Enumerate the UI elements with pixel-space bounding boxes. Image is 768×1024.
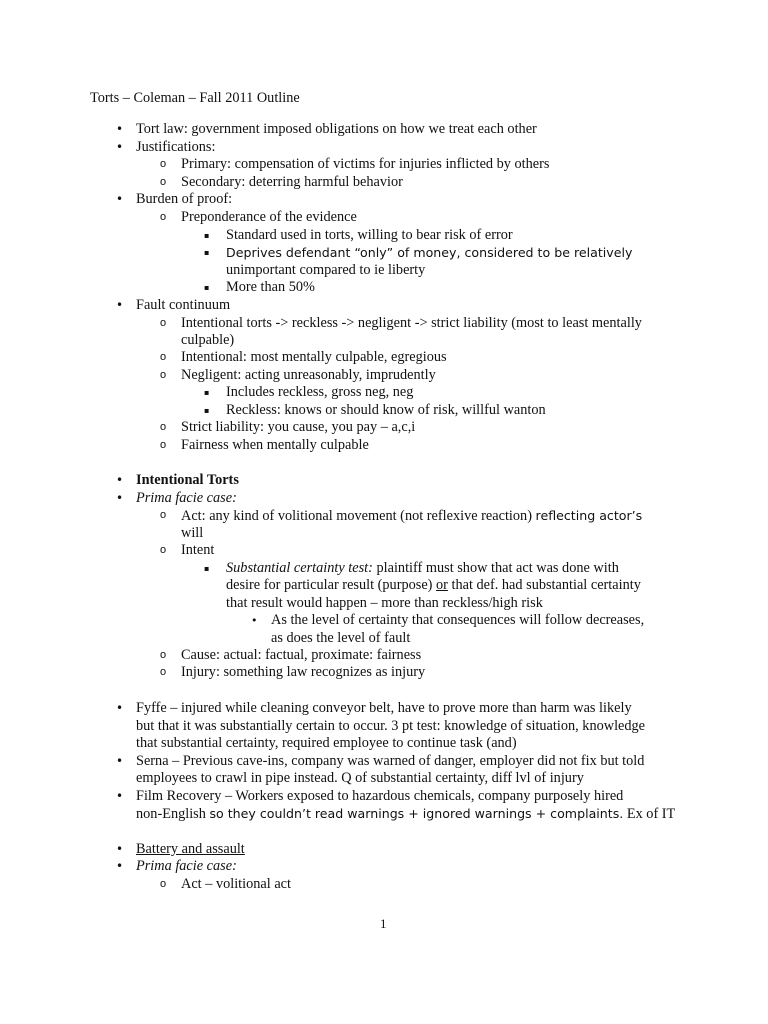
circle-bullet-icon: o	[160, 509, 167, 521]
bullet-icon: •	[116, 789, 124, 803]
circle-bullet-icon: o	[160, 666, 167, 678]
section-heading: Intentional Torts	[136, 472, 239, 488]
bullet-icon: •	[116, 842, 124, 856]
square-bullet-icon: ▪	[204, 388, 210, 397]
circle-bullet-icon: o	[160, 211, 167, 223]
document-page: Torts – Coleman – Fall 2011 Outline • Tort law: government imposed obligations on how we treat each other • Justifications: o Primary: compensation of victims for injuries inflicted by others o Secondary: deterring harmful behavior • Burden of proof: o Preponderance of the evidence ▪ Standard used in torts, willing to bear risk of error ▪ Deprives defendant “only” of money, considered to be relatively unimportant compared to ie liberty ▪ More than 50% • Fault continuum o Intentional torts -> reckless -> negligent -> strict liability (most to least mentally culpable) o Intentional: most mentally culpable, egregious o Negligent: acting unreasonably, imprudently ▪ Includes reckless, gross neg, neg ▪ Reckless: knows or should know of risk, willful wanton o Strict liability: you cause, you pay – a,c,i o Fairness when mentally culpable • Intentional Torts • Prima facie case: o Act: any kind of volitional movement (not reflexive reaction) reflecting actor’s will o Intent ▪ Substantial certainty test: plaintiff must show that act was done with desire for particular result (purpose) or that def. had substantial certainty that result would happen – more than reckless/high risk • As the level of certainty that consequences will follow decreases, as does the level of fault o Cause: actual: factual, proximate: fairness o Injury: something law recognizes as injury • Fyffe – injured while cleaning conveyor belt, have to prove more than harm was likely but that it was substantially certain to occur. 3 pt test: knowledge of situation, knowledge that substantial certainty, required employee to continue task (and) • Serna – Previous cave-ins, company was warned of danger, employer did not fix but told employees to crawl in pipe instead. Q of substantial certainty, diff lvl of injury • Film Recovery – Workers exposed to hazardous chemicals, company purposely hired non-English so they couldn’t read warnings + ignored warnings + complaints. Ex of IT • Battery and assault • Prima facie case: o Act – volitional act 1	[90, 90, 676, 931]
bullet-icon: •	[251, 614, 258, 627]
bullet-icon: •	[116, 473, 124, 487]
circle-bullet-icon: o	[160, 176, 167, 188]
square-bullet-icon: ▪	[204, 283, 210, 292]
circle-bullet-icon: o	[160, 369, 167, 381]
circle-bullet-icon: o	[160, 544, 167, 556]
bullet-icon: •	[116, 859, 124, 873]
page-number: 1	[380, 916, 387, 931]
circle-bullet-icon: o	[160, 439, 167, 451]
bullet-icon: •	[116, 754, 124, 768]
square-bullet-icon: ▪	[204, 231, 210, 240]
circle-bullet-icon: o	[160, 878, 167, 890]
bullet-icon: •	[116, 701, 124, 715]
circle-bullet-icon: o	[160, 351, 167, 363]
square-bullet-icon: ▪	[204, 406, 210, 415]
bullet-icon: •	[116, 140, 124, 154]
bullet-icon: •	[116, 122, 124, 136]
square-bullet-icon: ▪	[204, 248, 210, 257]
bullet-icon: •	[116, 192, 124, 206]
circle-bullet-icon: o	[160, 158, 167, 170]
circle-bullet-icon: o	[160, 421, 167, 433]
bullet-icon: •	[116, 298, 124, 312]
bullet-icon: •	[116, 491, 124, 505]
section-heading: Battery and assault	[136, 841, 245, 857]
square-bullet-icon: ▪	[204, 564, 210, 573]
circle-bullet-icon: o	[160, 649, 167, 661]
circle-bullet-icon: o	[160, 317, 167, 329]
document-title: Torts – Coleman – Fall 2011 Outline	[90, 90, 300, 106]
